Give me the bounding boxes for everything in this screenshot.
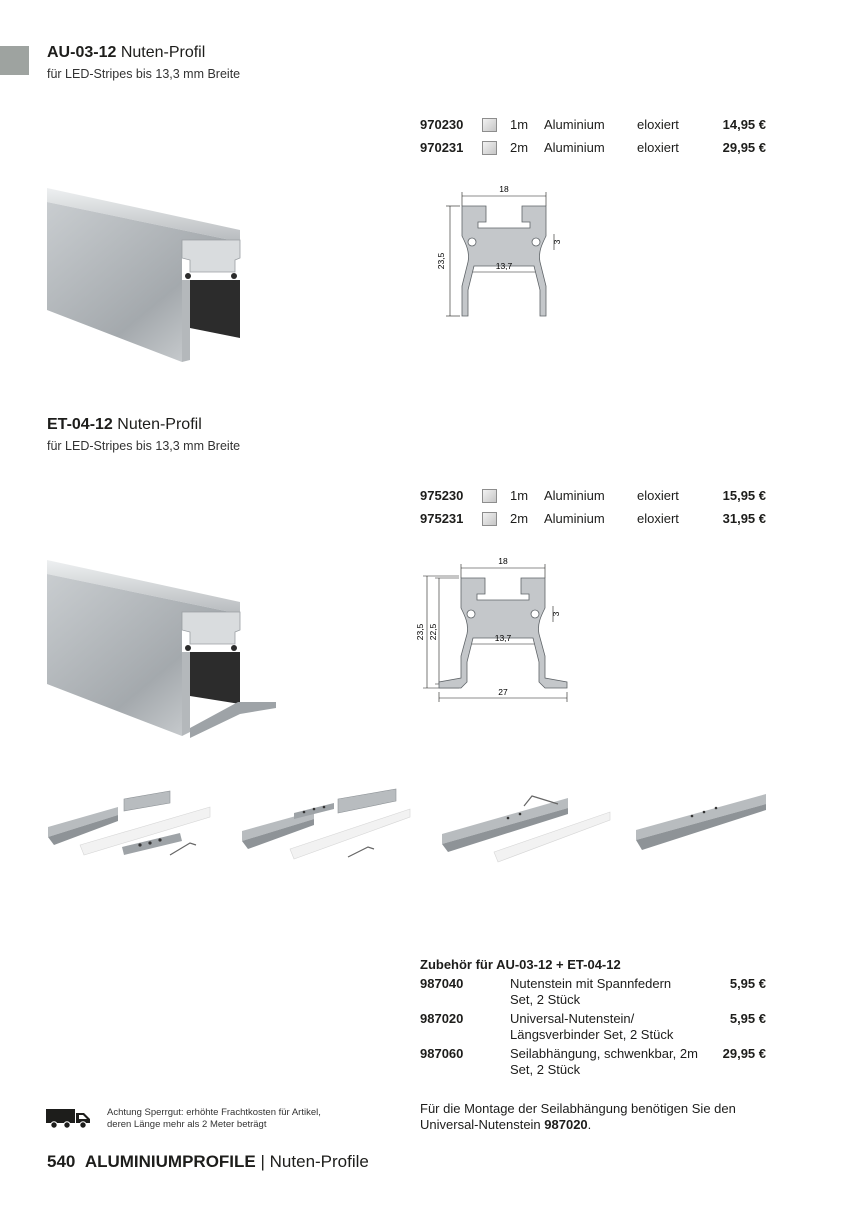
table-row[interactable] (420, 484, 766, 507)
material: Aluminium (544, 488, 605, 503)
product-code: ET-04-12 (47, 416, 113, 433)
product-name: Nuten-Profil (120, 44, 206, 61)
technical-drawing-et (415, 552, 590, 707)
mounting-note (420, 1101, 770, 1133)
article-number: 970231 (420, 140, 464, 155)
material: Aluminium (544, 140, 605, 155)
table-row[interactable] (420, 1046, 766, 1080)
price: 14,95 € (722, 117, 766, 132)
length: 1m (510, 117, 529, 132)
accessory-image-laengsverbinder (238, 785, 418, 865)
article-number: 975231 (420, 511, 464, 526)
finish: eloxiert (637, 140, 679, 155)
product-code: AU-03-12 (47, 44, 117, 61)
material: Aluminium (544, 117, 605, 132)
shipping-note (107, 1107, 357, 1131)
article-number: 975230 (420, 488, 464, 503)
article-number: 987040 (420, 976, 464, 991)
price-table-et (420, 484, 766, 530)
shipping-note-line2: deren Länge mehr als 2 Meter beträgt (107, 1119, 267, 1130)
footer-section: ALUMINIUMPROFILE (84, 1152, 256, 1171)
finish: eloxiert (637, 117, 679, 132)
mounting-note-text: Für die Montage der Seilabhängung benötigen Sie den Universal-Nutenstein (420, 1101, 736, 1132)
article-number: 970230 (420, 117, 464, 132)
product-image-au (40, 180, 250, 365)
accessory-description: Nutenstein mit Spannfedern (510, 976, 672, 991)
shipping-note-line1: Achtung Sperrgut: erhöhte Frachtkosten für Artikel, (107, 1107, 321, 1118)
price: 31,95 € (722, 511, 766, 526)
colour-swatch-icon (482, 489, 497, 503)
length: 2m (510, 511, 529, 526)
material: Aluminium (544, 511, 605, 526)
accessories-table (420, 976, 766, 1080)
finish: eloxiert (637, 488, 679, 503)
accessory-description-line2: Längsverbinder Set, 2 Stück (510, 1027, 674, 1042)
dimension-height: 23,5 (436, 252, 446, 270)
product-title-au (47, 44, 205, 62)
table-row[interactable] (420, 976, 766, 1011)
dimension-groove: 3 (552, 239, 562, 245)
article-number: 987060 (420, 1046, 464, 1061)
product-name: Nuten-Profil (117, 416, 202, 433)
section-tab-marker (0, 46, 29, 75)
dimension-base: 27 (498, 687, 508, 697)
product-subtitle-au: für LED-Stripes bis 13,3 mm Breite (47, 67, 241, 81)
dimension-inner: 13,7 (495, 261, 513, 271)
accessory-image-seilabhaengung (438, 790, 618, 865)
product-image-et (40, 552, 280, 742)
article-number: 987020 (420, 1011, 464, 1026)
dimension-height-inner: 22,5 (428, 623, 438, 641)
colour-swatch-icon (482, 141, 497, 155)
page-number: 540 (47, 1152, 76, 1171)
dimension-groove: 3 (551, 611, 561, 617)
accessory-description: Seilabhängung, schwenkbar, 2m (510, 1046, 698, 1061)
price: 15,95 € (722, 488, 766, 503)
table-row[interactable] (420, 113, 766, 136)
technical-drawing-au (430, 180, 590, 325)
colour-swatch-icon (482, 118, 497, 132)
colour-swatch-icon (482, 512, 497, 526)
price-table-au (420, 113, 766, 159)
table-row[interactable] (420, 1011, 766, 1046)
accessory-description: Universal-Nutenstein/ (510, 1011, 635, 1026)
length: 2m (510, 140, 529, 155)
footer-subsection: Nuten-Profile (269, 1152, 369, 1171)
mounting-note-article: 987020 (544, 1117, 588, 1132)
product-title-et (47, 416, 202, 434)
mounting-note-end: . (587, 1117, 592, 1132)
price: 5,95 € (729, 976, 766, 991)
accessory-description-line2: Set, 2 Stück (510, 992, 581, 1007)
table-row[interactable] (420, 136, 766, 159)
dimension-height: 23,5 (415, 623, 425, 641)
price: 29,95 € (722, 140, 766, 155)
dimension-inner: 13,7 (494, 633, 512, 643)
dimension-width: 18 (498, 556, 508, 566)
price: 29,95 € (722, 1046, 766, 1061)
accessories-title: Zubehör für AU-03-12 + ET-04-12 (420, 957, 621, 972)
dimension-width: 18 (499, 184, 509, 194)
table-row[interactable] (420, 507, 766, 530)
accessory-description-line2: Set, 2 Stück (510, 1062, 581, 1077)
page-footer (47, 1152, 369, 1172)
truck-icon (46, 1108, 91, 1130)
accessory-image-assembled-profile (632, 790, 772, 855)
price: 5,95 € (729, 1011, 766, 1026)
product-subtitle-et: für LED-Stripes bis 13,3 mm Breite (47, 439, 241, 453)
footer-separator: | (260, 1152, 265, 1171)
accessory-image-nutenstein (44, 785, 254, 865)
length: 1m (510, 488, 529, 503)
finish: eloxiert (637, 511, 679, 526)
